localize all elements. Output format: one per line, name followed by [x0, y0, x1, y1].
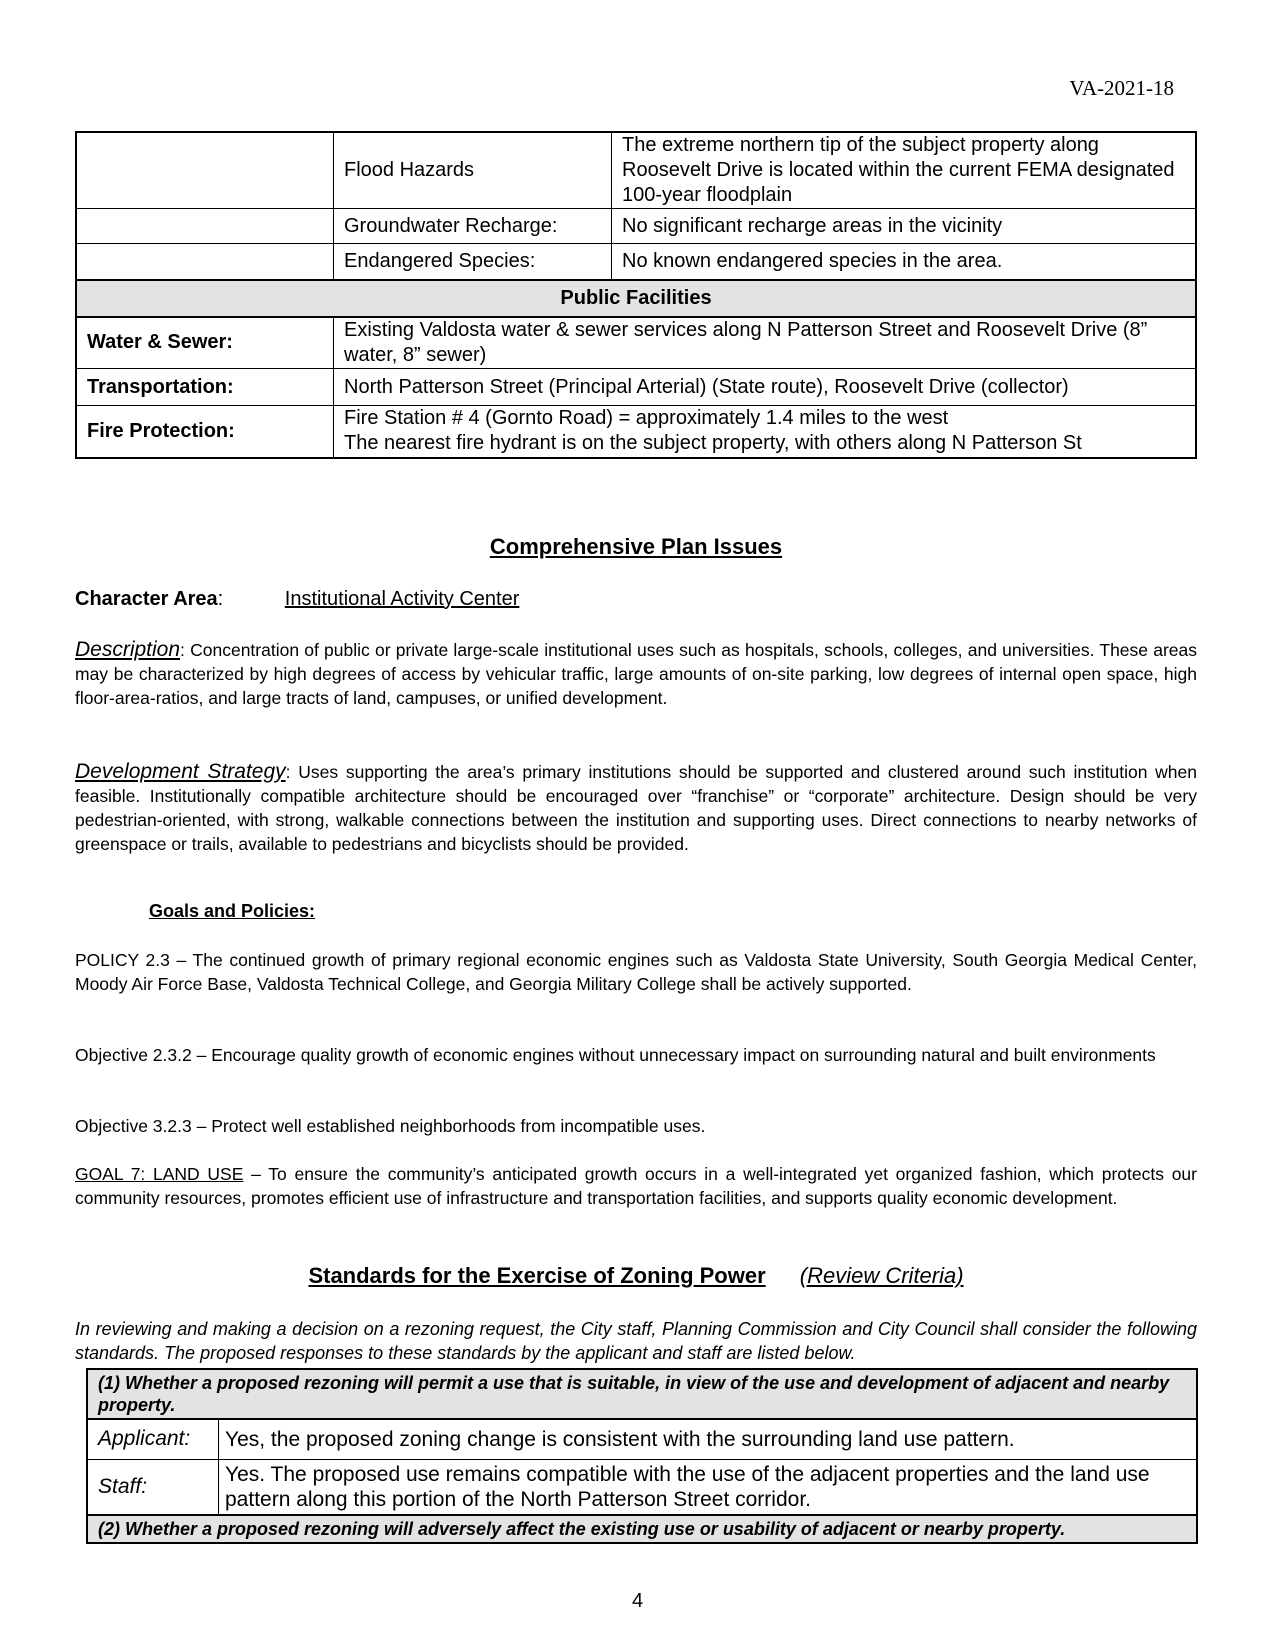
criterion-row	[87, 1369, 1197, 1419]
row-value: No known endangered species in the area.	[612, 244, 1197, 280]
table-row	[76, 132, 1196, 209]
empty-cell	[76, 209, 334, 244]
response-text: Yes, the proposed zoning change is consistent with the surrounding land use pattern.	[219, 1419, 1198, 1459]
row-value: The extreme northern tip of the subject property along Roosevelt Drive is located within the current FEMA designated 100-year floodplain	[612, 132, 1197, 209]
section-header-row	[76, 280, 1196, 317]
response-text: Yes. The proposed use remains compatible with the use of the adjacent properties and the land use pattern along this portion of the North Patterson Street corridor.	[219, 1459, 1198, 1515]
row-value: No significant recharge areas in the vicinity	[612, 209, 1197, 244]
row-label: Fire Protection:	[76, 406, 334, 458]
paragraph-text: Uses supporting the area’s primary institutions should be supported and clustered around such institution when feasible. Institutionally compatible architecture should be encouraged over “franchise” or “corporate” architecture. Design should be very pedestrian-oriented, with strong, walkable connections between the institution and supporting uses. Direct connections to nearby networks of greenspace or trails, available to pedestrians and bicyclists should be provided.	[75, 762, 1197, 854]
paragraph-lead: Development Strategy	[75, 760, 286, 783]
objective-paragraph: Objective 3.2.3 – Protect well established neighborhoods from incompatible uses.	[75, 1116, 706, 1136]
goal-paragraph	[75, 1162, 1197, 1210]
empty-cell	[76, 244, 334, 280]
row-label: Groundwater Recharge:	[334, 209, 612, 244]
paragraph-lead: Description	[75, 638, 181, 661]
objective-paragraph: Objective 2.3.2 – Encourage quality growth of economic engines without unnecessary impact on surrounding natural and built environments	[75, 1045, 1156, 1065]
goals-heading: Goals and Policies:	[149, 901, 316, 921]
document-id: VA-2021-18	[1069, 76, 1174, 100]
colon: :	[217, 588, 224, 610]
strategy-paragraph	[75, 760, 1197, 856]
respondent-label: Applicant:	[87, 1419, 219, 1459]
standards-intro: In reviewing and making a decision on a rezoning request, the City staff, Planning Commission and City Council shall consider the following standards. The proposed responses to these standards by the applicant and staff are listed below.	[75, 1319, 1197, 1363]
response-row	[87, 1419, 1197, 1459]
row-label: Endangered Species:	[334, 244, 612, 280]
paragraph-text: Concentration of public or private large-scale institutional uses such as hospitals, schools, colleges, and universities. These areas may be characterized by high degrees of access by vehicular traffic, large amounts of on-site parking, low degrees of internal open space, high floor-area-ratios, and large tracts of land, campuses, or unified development.	[75, 640, 1197, 708]
table-row	[76, 369, 1196, 406]
colon: :	[285, 762, 299, 782]
page-number: 4	[631, 1590, 644, 1612]
table-row	[76, 244, 1196, 280]
standards-heading	[75, 1263, 1197, 1289]
site-facts-table	[75, 131, 1197, 459]
value-line: The nearest fire hydrant is on the subject property, with others along N Patterson St	[344, 432, 1082, 455]
heading-subtext: (Review Criteria)	[799, 1263, 964, 1288]
row-value	[334, 406, 1197, 458]
row-label: Flood Hazards	[334, 132, 612, 209]
character-area-label: Character Area	[75, 588, 218, 610]
criterion-row	[87, 1515, 1197, 1543]
row-label: Water & Sewer:	[76, 317, 334, 369]
section-heading: Comprehensive Plan Issues	[489, 534, 783, 559]
row-value: North Patterson Street (Principal Arterial) (State route), Roosevelt Drive (collector)	[334, 369, 1197, 406]
colon: :	[180, 640, 191, 660]
row-label: Transportation:	[76, 369, 334, 406]
policy-paragraph: POLICY 2.3 – The continued growth of primary regional economic engines such as Valdosta State University, South Georgia Medical Center, Moody Air Force Base, Valdosta Technical College, and Georgia Military College shall be actively supported.	[75, 950, 1197, 994]
respondent-label: Staff:	[87, 1459, 219, 1515]
description-paragraph	[75, 638, 1197, 710]
table-row	[76, 317, 1196, 369]
section-title: Public Facilities	[76, 280, 1196, 317]
table-row	[76, 209, 1196, 244]
table-row	[76, 406, 1196, 458]
criterion-question: (1) Whether a proposed rezoning will permit a use that is suitable, in view of the use and development of adjacent and nearby property.	[87, 1369, 1197, 1419]
response-row	[87, 1459, 1197, 1515]
paragraph-text: – To ensure the community’s anticipated growth occurs in a well-integrated yet organized fashion, which protects our community resources, promotes efficient use of infrastructure and transportation facilities, and supports quality economic development.	[75, 1164, 1197, 1208]
criterion-question: (2) Whether a proposed rezoning will adversely affect the existing use or usability of adjacent or nearby property.	[87, 1515, 1197, 1543]
character-area	[75, 588, 1197, 611]
value-line: Fire Station # 4 (Gornto Road) = approximately 1.4 miles to the west	[344, 407, 949, 430]
criteria-table	[86, 1368, 1198, 1544]
row-value: Existing Valdosta water & sewer services along N Patterson Street and Roosevelt Drive (8” water, 8” sewer)	[334, 317, 1197, 369]
character-area-value: Institutional Activity Center	[284, 588, 520, 610]
heading-text: Standards for the Exercise of Zoning Power	[308, 1263, 766, 1288]
empty-cell	[76, 132, 334, 209]
goal-label: GOAL 7: LAND USE	[75, 1164, 244, 1184]
